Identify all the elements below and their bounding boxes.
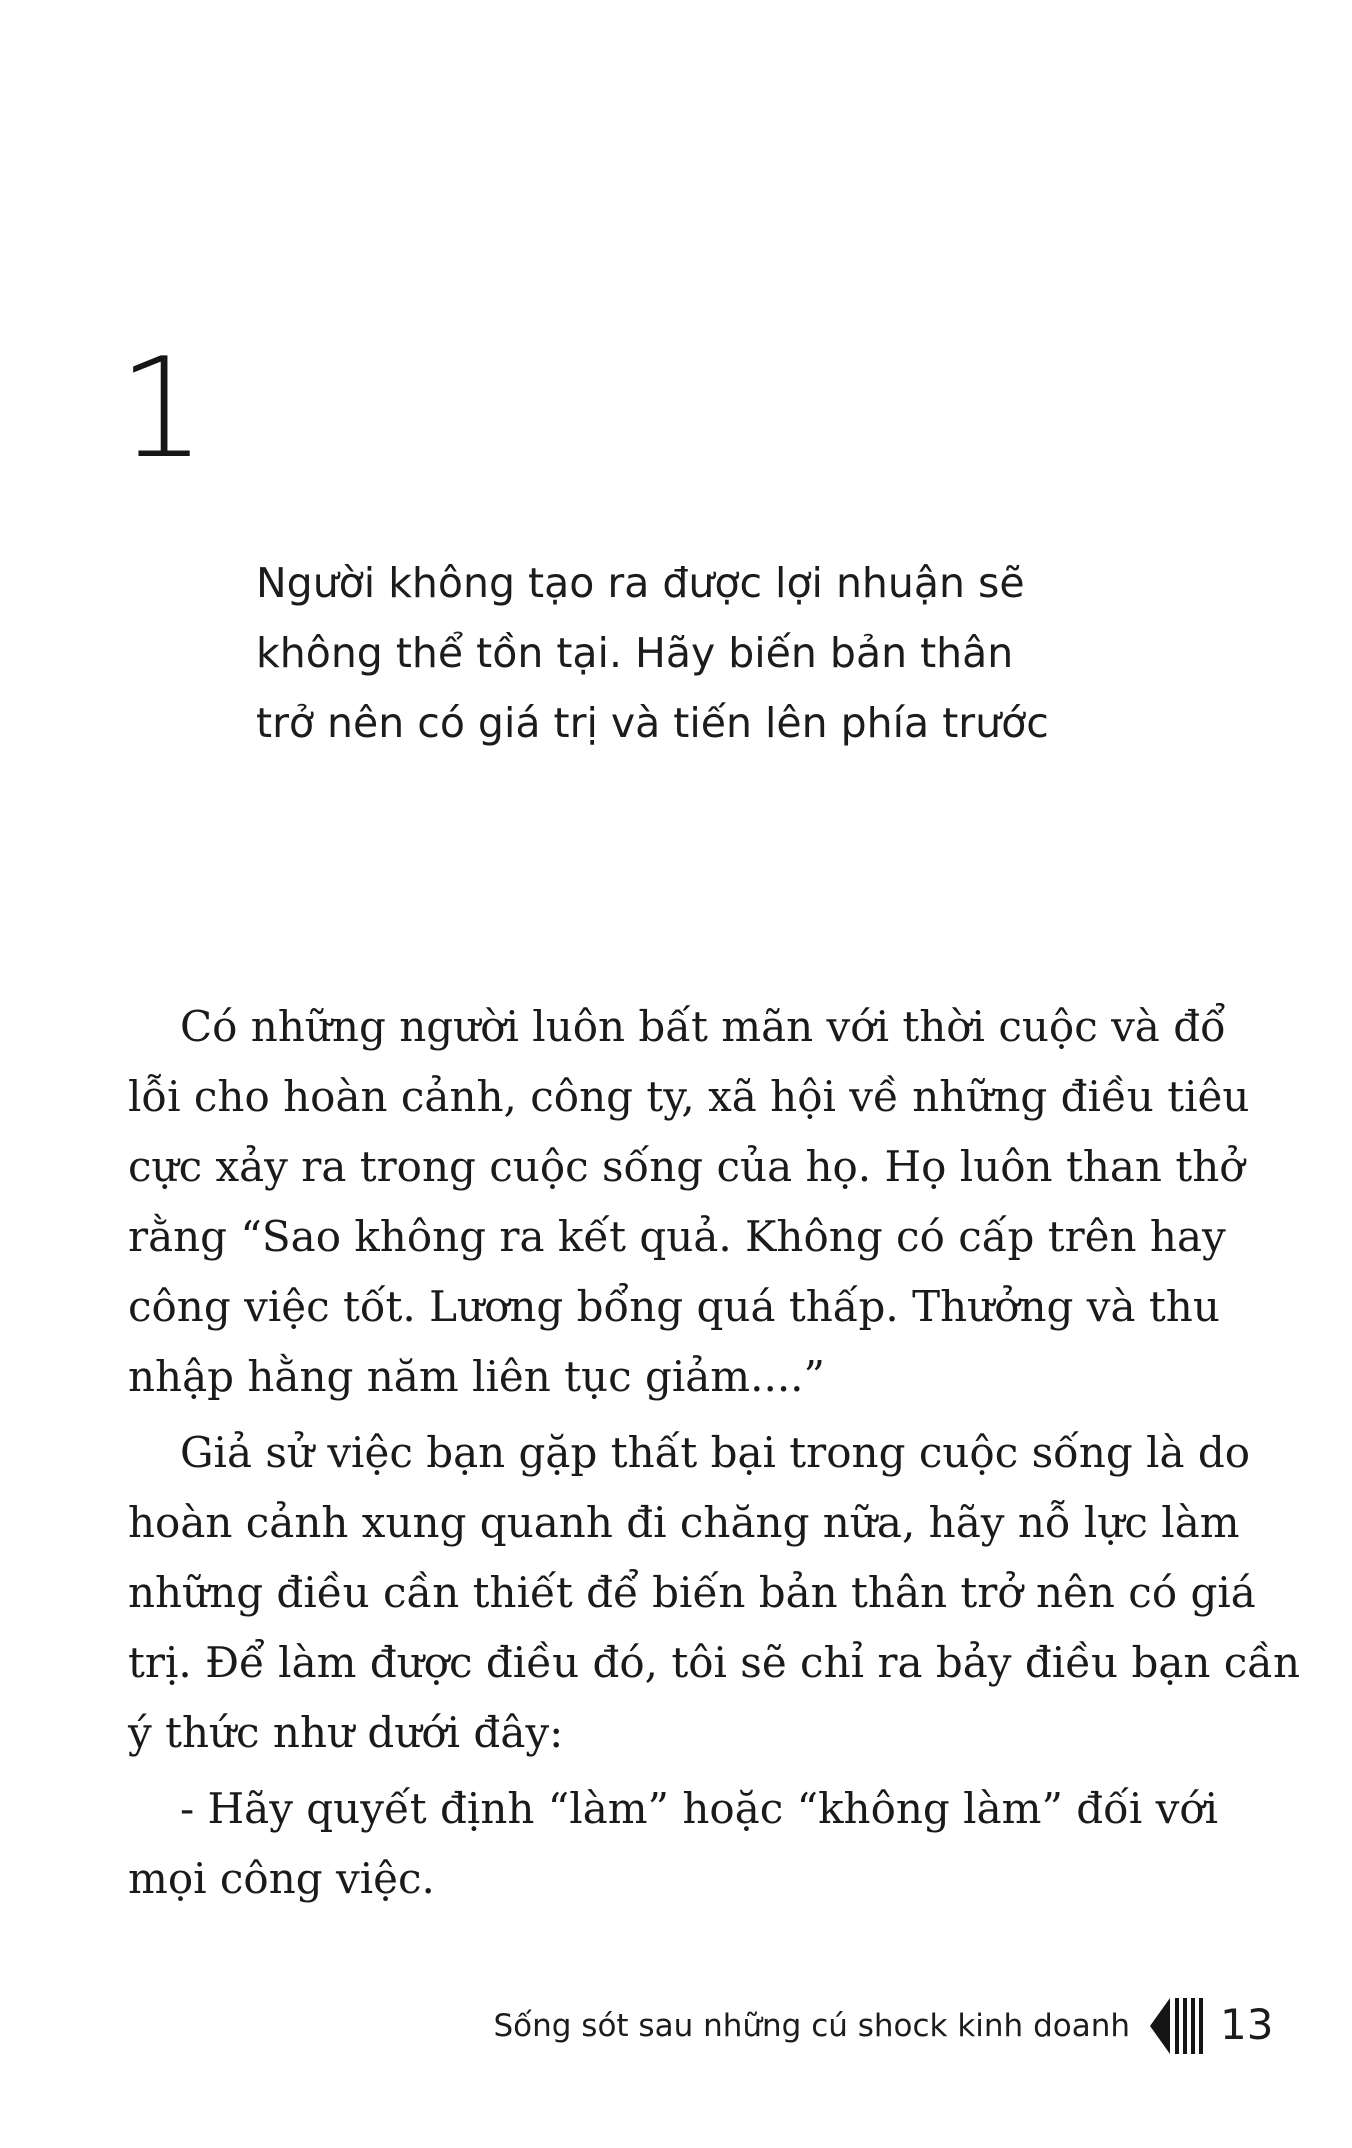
- chapter-title-line: trở nên có giá trị và tiến lên phía trước: [256, 699, 1049, 747]
- text-line: công việc tốt. Lương bổng quá thấp. Thưởng và thu: [128, 1282, 1220, 1331]
- paragraph-2: [128, 1418, 1301, 1768]
- text-line: hoàn cảnh xung quanh đi chăng nữa, hãy nỗ lực làm: [128, 1498, 1240, 1547]
- body-text: [128, 992, 1301, 1920]
- text-line: rằng “Sao không ra kết quả. Không có cấp trên hay: [128, 1212, 1226, 1261]
- paragraph-1: [128, 992, 1250, 1412]
- text-line: những điều cần thiết để biến bản thân trở nên có giá: [128, 1568, 1256, 1617]
- text-line: Có những người luôn bất mãn với thời cuộc và đổ: [180, 1002, 1226, 1051]
- text-line: cực xảy ra trong cuộc sống của họ. Họ luôn than thở: [128, 1142, 1245, 1191]
- chapter-title: [256, 548, 1096, 758]
- chapter-number: 1: [118, 328, 206, 489]
- text-line: Giả sử việc bạn gặp thất bại trong cuộc sống là do: [180, 1428, 1251, 1477]
- text-line: nhập hằng năm liên tục giảm....”: [128, 1352, 825, 1401]
- chapter-title-line: Người không tạo ra được lợi nhuận sẽ: [256, 559, 1025, 607]
- text-line: mọi công việc.: [128, 1854, 435, 1903]
- page-number: 13: [1220, 2000, 1274, 2049]
- paragraph-3: [128, 1774, 1219, 1914]
- chapter-title-line: không thể tồn tại. Hãy biến bản thân: [256, 629, 1014, 677]
- half-diamond-stripes-icon: [1148, 1994, 1206, 2058]
- text-line: trị. Để làm được điều đó, tôi sẽ chỉ ra bảy điều bạn cần: [128, 1638, 1301, 1687]
- running-footer-title: Sống sót sau những cú shock kinh doanh: [493, 2008, 1130, 2044]
- text-line: ý thức như dưới đây:: [128, 1708, 564, 1757]
- text-line: lỗi cho hoàn cảnh, công ty, xã hội về những điều tiêu: [128, 1072, 1250, 1121]
- page-footer: [0, 1994, 1352, 2064]
- text-line: - Hãy quyết định “làm” hoặc “không làm” đối với: [180, 1784, 1219, 1833]
